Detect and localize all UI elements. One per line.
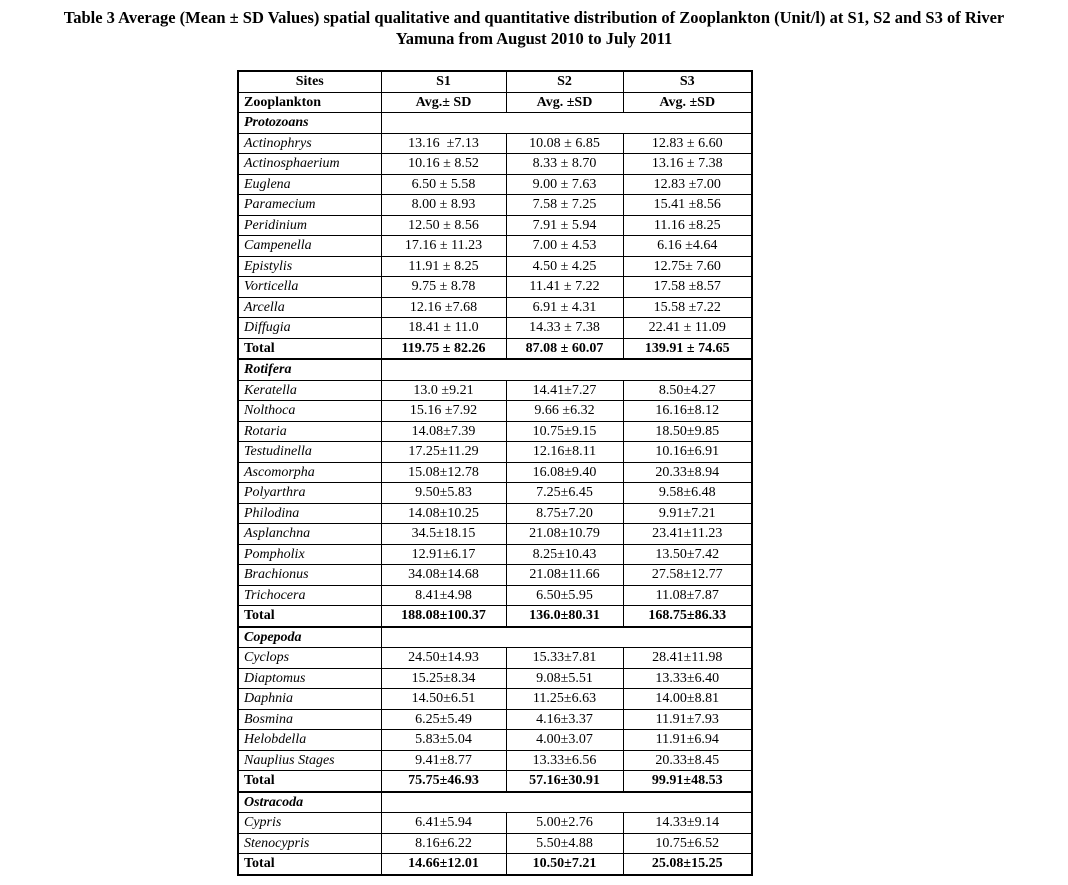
value-s1: 9.50±5.83 [381,483,506,504]
value-s2: 14.41±7.27 [506,380,623,401]
species-row [238,750,752,771]
species-name: Keratella [238,380,381,401]
species-row [238,544,752,565]
value-s1: 13.0 ±9.21 [381,380,506,401]
species-row [238,442,752,463]
species-name: Nauplius Stages [238,750,381,771]
value-s1: 13.16 ±7.13 [381,133,506,154]
total-s1: 75.75±46.93 [381,771,506,792]
value-s3: 12.75± 7.60 [623,256,752,277]
value-s2: 7.58 ± 7.25 [506,195,623,216]
species-name: Peridinium [238,215,381,236]
species-name: Philodina [238,503,381,524]
species-row [238,236,752,257]
value-s3: 8.50±4.27 [623,380,752,401]
species-row [238,277,752,298]
total-s3: 168.75±86.33 [623,606,752,627]
value-s3: 14.33±9.14 [623,813,752,834]
value-s1: 11.91 ± 8.25 [381,256,506,277]
species-name: Trichocera [238,585,381,606]
value-s3: 20.33±8.94 [623,462,752,483]
total-label: Total [238,854,381,875]
value-s3: 11.08±7.87 [623,585,752,606]
value-s2: 14.33 ± 7.38 [506,318,623,339]
species-name: Actinophrys [238,133,381,154]
header-avg-s3: Avg. ±SD [623,92,752,113]
value-s3: 10.16±6.91 [623,442,752,463]
total-label: Total [238,338,381,359]
section-empty-cell [381,792,752,813]
value-s1: 12.91±6.17 [381,544,506,565]
species-row [238,133,752,154]
value-s3: 12.83 ± 6.60 [623,133,752,154]
value-s3: 11.91±6.94 [623,730,752,751]
header-s2: S2 [506,71,623,92]
value-s3: 20.33±8.45 [623,750,752,771]
species-row [238,668,752,689]
species-row [238,585,752,606]
species-name: Actinosphaerium [238,154,381,175]
species-name: Cyclops [238,648,381,669]
species-name: Polyarthra [238,483,381,504]
species-row [238,421,752,442]
value-s3: 14.00±8.81 [623,689,752,710]
species-name: Arcella [238,297,381,318]
value-s3: 11.91±7.93 [623,709,752,730]
value-s1: 17.25±11.29 [381,442,506,463]
value-s1: 34.5±18.15 [381,524,506,545]
value-s1: 9.41±8.77 [381,750,506,771]
header-row-sites [238,71,752,92]
value-s1: 12.50 ± 8.56 [381,215,506,236]
value-s2: 12.16±8.11 [506,442,623,463]
value-s1: 8.41±4.98 [381,585,506,606]
species-name: Euglena [238,174,381,195]
value-s2: 11.41 ± 7.22 [506,277,623,298]
species-name: Pompholix [238,544,381,565]
species-name: Vorticella [238,277,381,298]
section-label: Protozoans [238,113,381,134]
value-s1: 18.41 ± 11.0 [381,318,506,339]
species-row [238,813,752,834]
value-s1: 14.08±10.25 [381,503,506,524]
value-s2: 8.75±7.20 [506,503,623,524]
value-s1: 12.16 ±7.68 [381,297,506,318]
species-row [238,524,752,545]
value-s2: 4.00±3.07 [506,730,623,751]
value-s1: 24.50±14.93 [381,648,506,669]
value-s2: 9.08±5.51 [506,668,623,689]
total-s3: 99.91±48.53 [623,771,752,792]
species-row [238,730,752,751]
header-s1: S1 [381,71,506,92]
section-empty-cell [381,627,752,648]
value-s3: 15.58 ±7.22 [623,297,752,318]
value-s3: 27.58±12.77 [623,565,752,586]
species-row [238,215,752,236]
value-s3: 13.33±6.40 [623,668,752,689]
zooplankton-table [237,70,753,876]
value-s3: 16.16±8.12 [623,401,752,422]
value-s2: 10.08 ± 6.85 [506,133,623,154]
value-s1: 15.25±8.34 [381,668,506,689]
value-s3: 28.41±11.98 [623,648,752,669]
species-name: Helobdella [238,730,381,751]
value-s3: 13.16 ± 7.38 [623,154,752,175]
species-row [238,154,752,175]
total-s3: 139.91 ± 74.65 [623,338,752,359]
species-name: Nolthoca [238,401,381,422]
value-s1: 15.08±12.78 [381,462,506,483]
value-s1: 17.16 ± 11.23 [381,236,506,257]
value-s2: 5.00±2.76 [506,813,623,834]
species-name: Paramecium [238,195,381,216]
section-row [238,359,752,380]
value-s1: 15.16 ±7.92 [381,401,506,422]
species-name: Asplanchna [238,524,381,545]
value-s3: 15.41 ±8.56 [623,195,752,216]
species-name: Brachionus [238,565,381,586]
species-name: Stenocypris [238,833,381,854]
species-name: Testudinella [238,442,381,463]
species-name: Diaptomus [238,668,381,689]
species-name: Ascomorpha [238,462,381,483]
value-s2: 10.75±9.15 [506,421,623,442]
value-s1: 9.75 ± 8.78 [381,277,506,298]
total-s1: 119.75 ± 82.26 [381,338,506,359]
total-row [238,854,752,875]
value-s2: 6.50±5.95 [506,585,623,606]
value-s3: 17.58 ±8.57 [623,277,752,298]
table-title-line1: Table 3 Average (Mean ± SD Values) spatial qualitative and quantitative distribution of Zooplankton (Unit/l) at S1, S2 and S3 of River [63,8,1005,27]
value-s1: 6.25±5.49 [381,709,506,730]
value-s1: 14.08±7.39 [381,421,506,442]
section-empty-cell [381,113,752,134]
species-row [238,483,752,504]
value-s2: 7.00 ± 4.53 [506,236,623,257]
species-row [238,689,752,710]
value-s2: 13.33±6.56 [506,750,623,771]
value-s2: 7.25±6.45 [506,483,623,504]
species-name: Rotaria [238,421,381,442]
value-s2: 8.33 ± 8.70 [506,154,623,175]
species-row [238,256,752,277]
value-s2: 8.25±10.43 [506,544,623,565]
value-s2: 9.00 ± 7.63 [506,174,623,195]
species-name: Cypris [238,813,381,834]
section-label: Rotifera [238,359,381,380]
value-s3: 9.91±7.21 [623,503,752,524]
header-row-avg [238,92,752,113]
species-row [238,462,752,483]
value-s1: 8.00 ± 8.93 [381,195,506,216]
species-name: Epistylis [238,256,381,277]
species-name: Bosmina [238,709,381,730]
species-name: Daphnia [238,689,381,710]
value-s1: 14.50±6.51 [381,689,506,710]
species-row [238,833,752,854]
total-s3: 25.08±15.25 [623,854,752,875]
total-row [238,771,752,792]
total-row [238,338,752,359]
total-label: Total [238,771,381,792]
value-s3: 9.58±6.48 [623,483,752,504]
value-s1: 5.83±5.04 [381,730,506,751]
species-row [238,380,752,401]
value-s2: 21.08±10.79 [506,524,623,545]
section-empty-cell [381,359,752,380]
total-s1: 188.08±100.37 [381,606,506,627]
species-row [238,709,752,730]
total-label: Total [238,606,381,627]
value-s1: 6.50 ± 5.58 [381,174,506,195]
section-row [238,792,752,813]
section-label: Ostracoda [238,792,381,813]
header-zooplankton: Zooplankton [238,92,381,113]
value-s3: 13.50±7.42 [623,544,752,565]
section-row [238,627,752,648]
value-s2: 11.25±6.63 [506,689,623,710]
total-s1: 14.66±12.01 [381,854,506,875]
value-s3: 18.50±9.85 [623,421,752,442]
species-row [238,195,752,216]
value-s3: 6.16 ±4.64 [623,236,752,257]
species-row [238,565,752,586]
header-s3: S3 [623,71,752,92]
species-row [238,318,752,339]
value-s3: 10.75±6.52 [623,833,752,854]
value-s1: 10.16 ± 8.52 [381,154,506,175]
total-s2: 57.16±30.91 [506,771,623,792]
value-s1: 34.08±14.68 [381,565,506,586]
value-s2: 6.91 ± 4.31 [506,297,623,318]
value-s2: 7.91 ± 5.94 [506,215,623,236]
total-s2: 10.50±7.21 [506,854,623,875]
value-s2: 15.33±7.81 [506,648,623,669]
value-s2: 21.08±11.66 [506,565,623,586]
total-s2: 136.0±80.31 [506,606,623,627]
value-s1: 8.16±6.22 [381,833,506,854]
header-sites: Sites [238,71,381,92]
species-row [238,648,752,669]
value-s3: 23.41±11.23 [623,524,752,545]
value-s1: 6.41±5.94 [381,813,506,834]
species-row [238,503,752,524]
value-s2: 4.16±3.37 [506,709,623,730]
table-title [0,0,1068,49]
species-name: Campenella [238,236,381,257]
header-avg-s2: Avg. ±SD [506,92,623,113]
value-s3: 11.16 ±8.25 [623,215,752,236]
section-label: Copepoda [238,627,381,648]
species-name: Diffugia [238,318,381,339]
total-s2: 87.08 ± 60.07 [506,338,623,359]
value-s3: 12.83 ±7.00 [623,174,752,195]
table-title-line2: Yamuna from August 2010 to July 2011 [395,29,673,48]
value-s2: 4.50 ± 4.25 [506,256,623,277]
species-row [238,401,752,422]
value-s3: 22.41 ± 11.09 [623,318,752,339]
total-row [238,606,752,627]
section-row [238,113,752,134]
species-row [238,174,752,195]
species-row [238,297,752,318]
header-avg-s1: Avg.± SD [381,92,506,113]
value-s2: 5.50±4.88 [506,833,623,854]
value-s2: 16.08±9.40 [506,462,623,483]
value-s2: 9.66 ±6.32 [506,401,623,422]
